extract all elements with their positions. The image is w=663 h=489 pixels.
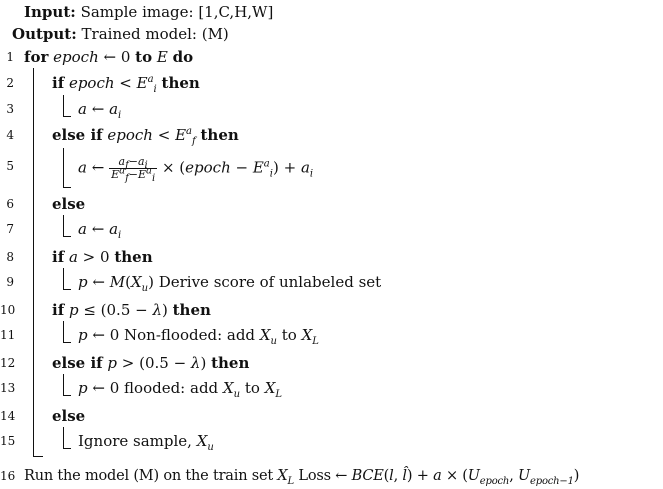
line-15-text: Ignore sample, (78, 432, 192, 450)
algorithm-line-8: if a > 0 then (52, 248, 153, 266)
algorithm-line-3: a ← $a_i$ (78, 100, 122, 121)
if-block-bar (63, 268, 64, 289)
for-block-bar (33, 68, 34, 456)
line-11-to: to (281, 326, 297, 344)
if-block-end (63, 448, 71, 449)
algorithm-line-4: else if epoch < $E^a_f$ then (52, 126, 239, 147)
keyword-to: to (135, 48, 153, 66)
algorithm-line-2: if epoch < $E^a_i$ then (52, 74, 200, 95)
line-16-text: Run the model (M) on the train set (24, 468, 273, 484)
keyword-for: for (24, 48, 49, 66)
algorithm-line-13: p ← 0 flooded: add $X_u$ to $X_L$ (78, 379, 283, 400)
line-number: 11 (0, 328, 16, 342)
keyword-then: then (161, 74, 200, 92)
line-11-comment: Non-flooded: add (124, 326, 256, 344)
algorithm-line-12: else if p > (0.5 − λ) then (52, 354, 250, 372)
line-number: 8 (6, 250, 14, 264)
if-block-end (63, 289, 71, 290)
if-block-bar (63, 374, 64, 395)
line-number: 7 (6, 222, 14, 236)
line-number: 13 (0, 381, 16, 395)
algorithm-line-7: a ← $a_i$ (78, 220, 122, 241)
line-number: 10 (0, 303, 16, 317)
if-block-end (63, 116, 71, 117)
if-block-bar (63, 148, 64, 187)
if-block-end (63, 395, 71, 396)
algorithm-line-9: p ← $M(X_u)$ Derive score of unlabeled set (78, 273, 382, 294)
algorithm-line-11: p ← 0 Non-flooded: add $X_u$ to $X_L$ (78, 326, 319, 347)
algorithm-input (24, 2, 273, 22)
input-label: Input: (24, 3, 76, 21)
line-number: 4 (6, 128, 14, 142)
output-text: Trained model: (M) (81, 25, 229, 43)
fraction: $\frac{a_f-a_i}{E^a_f-E^a_i}$ (111, 155, 156, 185)
if-block-end (63, 187, 71, 188)
keyword-if: if (52, 301, 65, 319)
algorithm-output (12, 24, 229, 44)
keyword-if: if (52, 74, 65, 92)
if-block-end (63, 236, 71, 237)
keyword-then: then (200, 126, 239, 144)
if-block-end (63, 342, 71, 343)
keyword-if: if (52, 248, 65, 266)
line-number: 5 (6, 159, 14, 173)
if-block-bar (63, 427, 64, 448)
line-number: 2 (6, 76, 14, 90)
algorithm-line-1: for epoch ← 0 to E do (24, 48, 194, 66)
line-number: 14 (0, 409, 16, 423)
algorithm-line-14 (52, 406, 85, 426)
line-number: 15 (0, 434, 16, 448)
line-number: 3 (6, 102, 14, 116)
algorithm-line-16: Run the model (M) on the train set $X_L$ Loss ← BCE(l, l̂) + $a \times (U_{epoch}$, $U_{epoch-1}$) (24, 468, 580, 487)
keyword-else-if: else if (52, 354, 103, 372)
line-13-to: to (244, 379, 260, 397)
if-block-bar (63, 321, 64, 342)
if-block-bar (63, 95, 64, 116)
keyword-then: then (172, 301, 211, 319)
keyword-else-if: else if (52, 126, 103, 144)
keyword-do: do (172, 48, 194, 66)
line-16-loss: Loss (298, 468, 331, 484)
line-13-comment: flooded: add (124, 379, 219, 397)
line-number: 9 (6, 275, 14, 289)
input-text: Sample image: [1,C,H,W] (80, 3, 274, 21)
algorithm-line-10: if p ≤ (0.5 − λ) then (52, 301, 211, 319)
keyword-then: then (211, 354, 250, 372)
line-number: 12 (0, 356, 16, 370)
keyword-then: then (114, 248, 153, 266)
line-number: 16 (0, 469, 16, 483)
keyword-else: else (52, 195, 86, 213)
line-9-comment: Derive score of unlabeled set (158, 273, 382, 291)
for-block-end (33, 456, 43, 457)
keyword-else: else (52, 407, 86, 425)
line-number: 1 (6, 50, 14, 64)
algorithm-line-15: Ignore sample, $X_u$ (78, 432, 214, 453)
algorithm-line-5: a ← $\frac{a_f-a_i}{E^a_f-E^a_i}$ × (epoch − $E^a_i) + a_i$ (78, 155, 314, 185)
if-block-bar (63, 215, 64, 236)
output-label: Output: (12, 25, 77, 43)
line-number: 6 (6, 197, 14, 211)
algorithm-line-6 (52, 194, 85, 214)
